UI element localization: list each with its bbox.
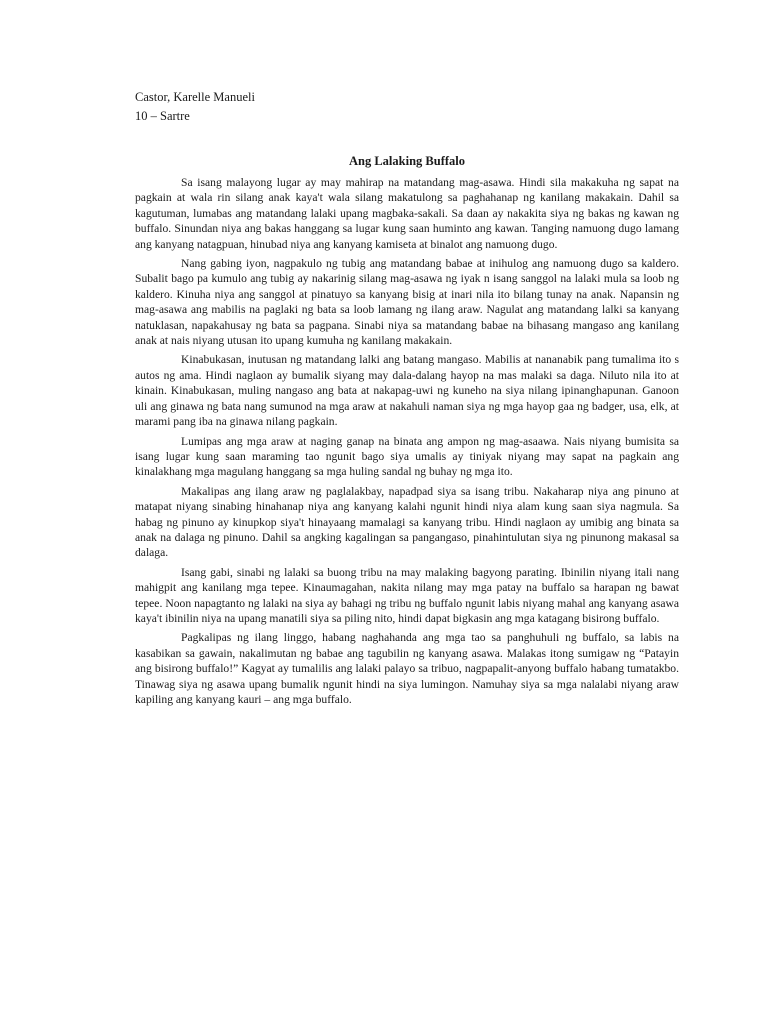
- paragraph: Pagkalipas ng ilang linggo, habang naghahanda ang mga tao sa panghuhuli ng buffalo, sa labis na kasabikan sa gawain, nakalimutan ng babae ang tagubilin ng kanyang asawa. Malakas itong sumigaw ng “Patayin ang bisirong buffalo!” Kagyat ay tumalilis ang lalaki palayo sa tribuo, nagpapalit-anyong buffalo habang tumatakbo. Tinawag siya ng asawa upang bumalik ngunit hindi na siya lumingon. Namuhay siya sa mga nalalabi niyang araw kapiling ang kanyang kauri – ang mga buffalo.: [135, 631, 679, 706]
- paragraph: Lumipas ang mga araw at naging ganap na binata ang ampon ng mag-asaawa. Nais niyang bumisita sa isang lugar kung saan maraming tao ngunit bago siya umalis ay tiniyak niyang may sapat na pagkain ang kinalakhang mga magulang hanggang sa mga huling sandal ng buhay ng mga ito.: [135, 434, 679, 479]
- class-section: 10 – Sartre: [135, 109, 190, 123]
- author-name: Castor, Karelle Manueli: [135, 90, 255, 104]
- document-title: Ang Lalaking Buffalo: [348, 154, 465, 168]
- paragraph: Sa isang malayong lugar ay may mahirap na matandang mag-asawa. Hindi sila makakuha ng sapat na pagkain at wala rin silang anak kaya't wala silang makatulong sa paghahanap ng kanilang makakain. Dahil sa kagutuman, lumabas ang matandang lalaki upang magbaka-sakali. Sa daan ay nakakita siya ng bakas ng kawan ng buffalo. Sinundan niya ang bakas hanggang sa lugar kung saan huminto ang kawan. Tanging namuong dugo lamang ang kanyang natagpuan, hinubad niya ang kanyang kamiseta at binalot ang namuong dugo.: [135, 176, 679, 251]
- paragraph: Kinabukasan, inutusan ng matandang lalki ang batang mangaso. Mabilis at nananabik pang tumalima ito s autos ng ama. Hindi naglaon ay bumalik siyang may dala-dalang hayop na mas malaki sa daga. Niluto nila ito at kinain. Kinabukasan, muling nangaso ang bata at nakapag-uwi ng kuneho na siya nilang ipinanghapunan. Ganoon uli ang ginawa ng bata nang sumunod na mga araw at nakahuli naman siya ng mga hayop gaa ng badger, usa, elk, at marami pang iba na ginawa nilang pagkain.: [135, 353, 679, 429]
- paragraph: Nang gabing iyon, nagpakulo ng tubig ang matandang babae at inihulog ang namuong dugo sa kaldero. Subalit bago pa kumulo ang tubig ay nakarinig silang mag-asawa ng iyak n isang sanggol na lalaki mula sa loob ng kaldero. Kinuha niya ang sanggol at pinatuyo sa kanyang bisig at inari nila ito bilang tunay na anak. Napansin ng mag-asawa ang mabilis na paglaki ng bata sa loob lamang ng ilang araw. Nagulat ang matandang lalki sa kanyang natuklasan, napakahusay ng bata sa pagpana. Sinabi niya sa matandang babae na bihasang mangaso ang kanilang anak at nais niyang utusan ito upang kumuha ng kanilang makakain.: [135, 257, 679, 348]
- paragraph: Isang gabi, sinabi ng lalaki sa buong tribu na may malaking bagyong parating. Ibinilin niyang itali nang mahigpit ang kanilang mga tepee. Kinaumagahan, nakita nilang may mga patay na buffalo sa harapan ng bawat tepee. Noon napagtanto ng lalaki na siya ay bahagi ng tribu ng buffalo ngunit labis niyang mahal ang kanyang asawa kaya't ibinilin niya na upang manatili siya sa piling nito, hindi dapat bigkasin ang mga katagang bisirong buffalo.: [135, 565, 679, 625]
- paragraph: Makalipas ang ilang araw ng paglalakbay, napadpad siya sa isang tribu. Nakaharap niya ang pinuno at matapat niyang sinabing hinahanap niya ang kanyang kalahi ngunit hindi niya alam kung saan siya nagmula. Sa habag ng pinuno ay kinupkop siya't hinayaang mamalagi sa kanyang tribu. Hindi naglaon ay umibig ang binata sa anak na dalaga ng pinuno. Dahil sa angking kagalingan sa pangangaso, pinahintulutan siya ng pinunong makasal sa dalaga.: [135, 484, 679, 560]
- document-page: [135, 88, 679, 711]
